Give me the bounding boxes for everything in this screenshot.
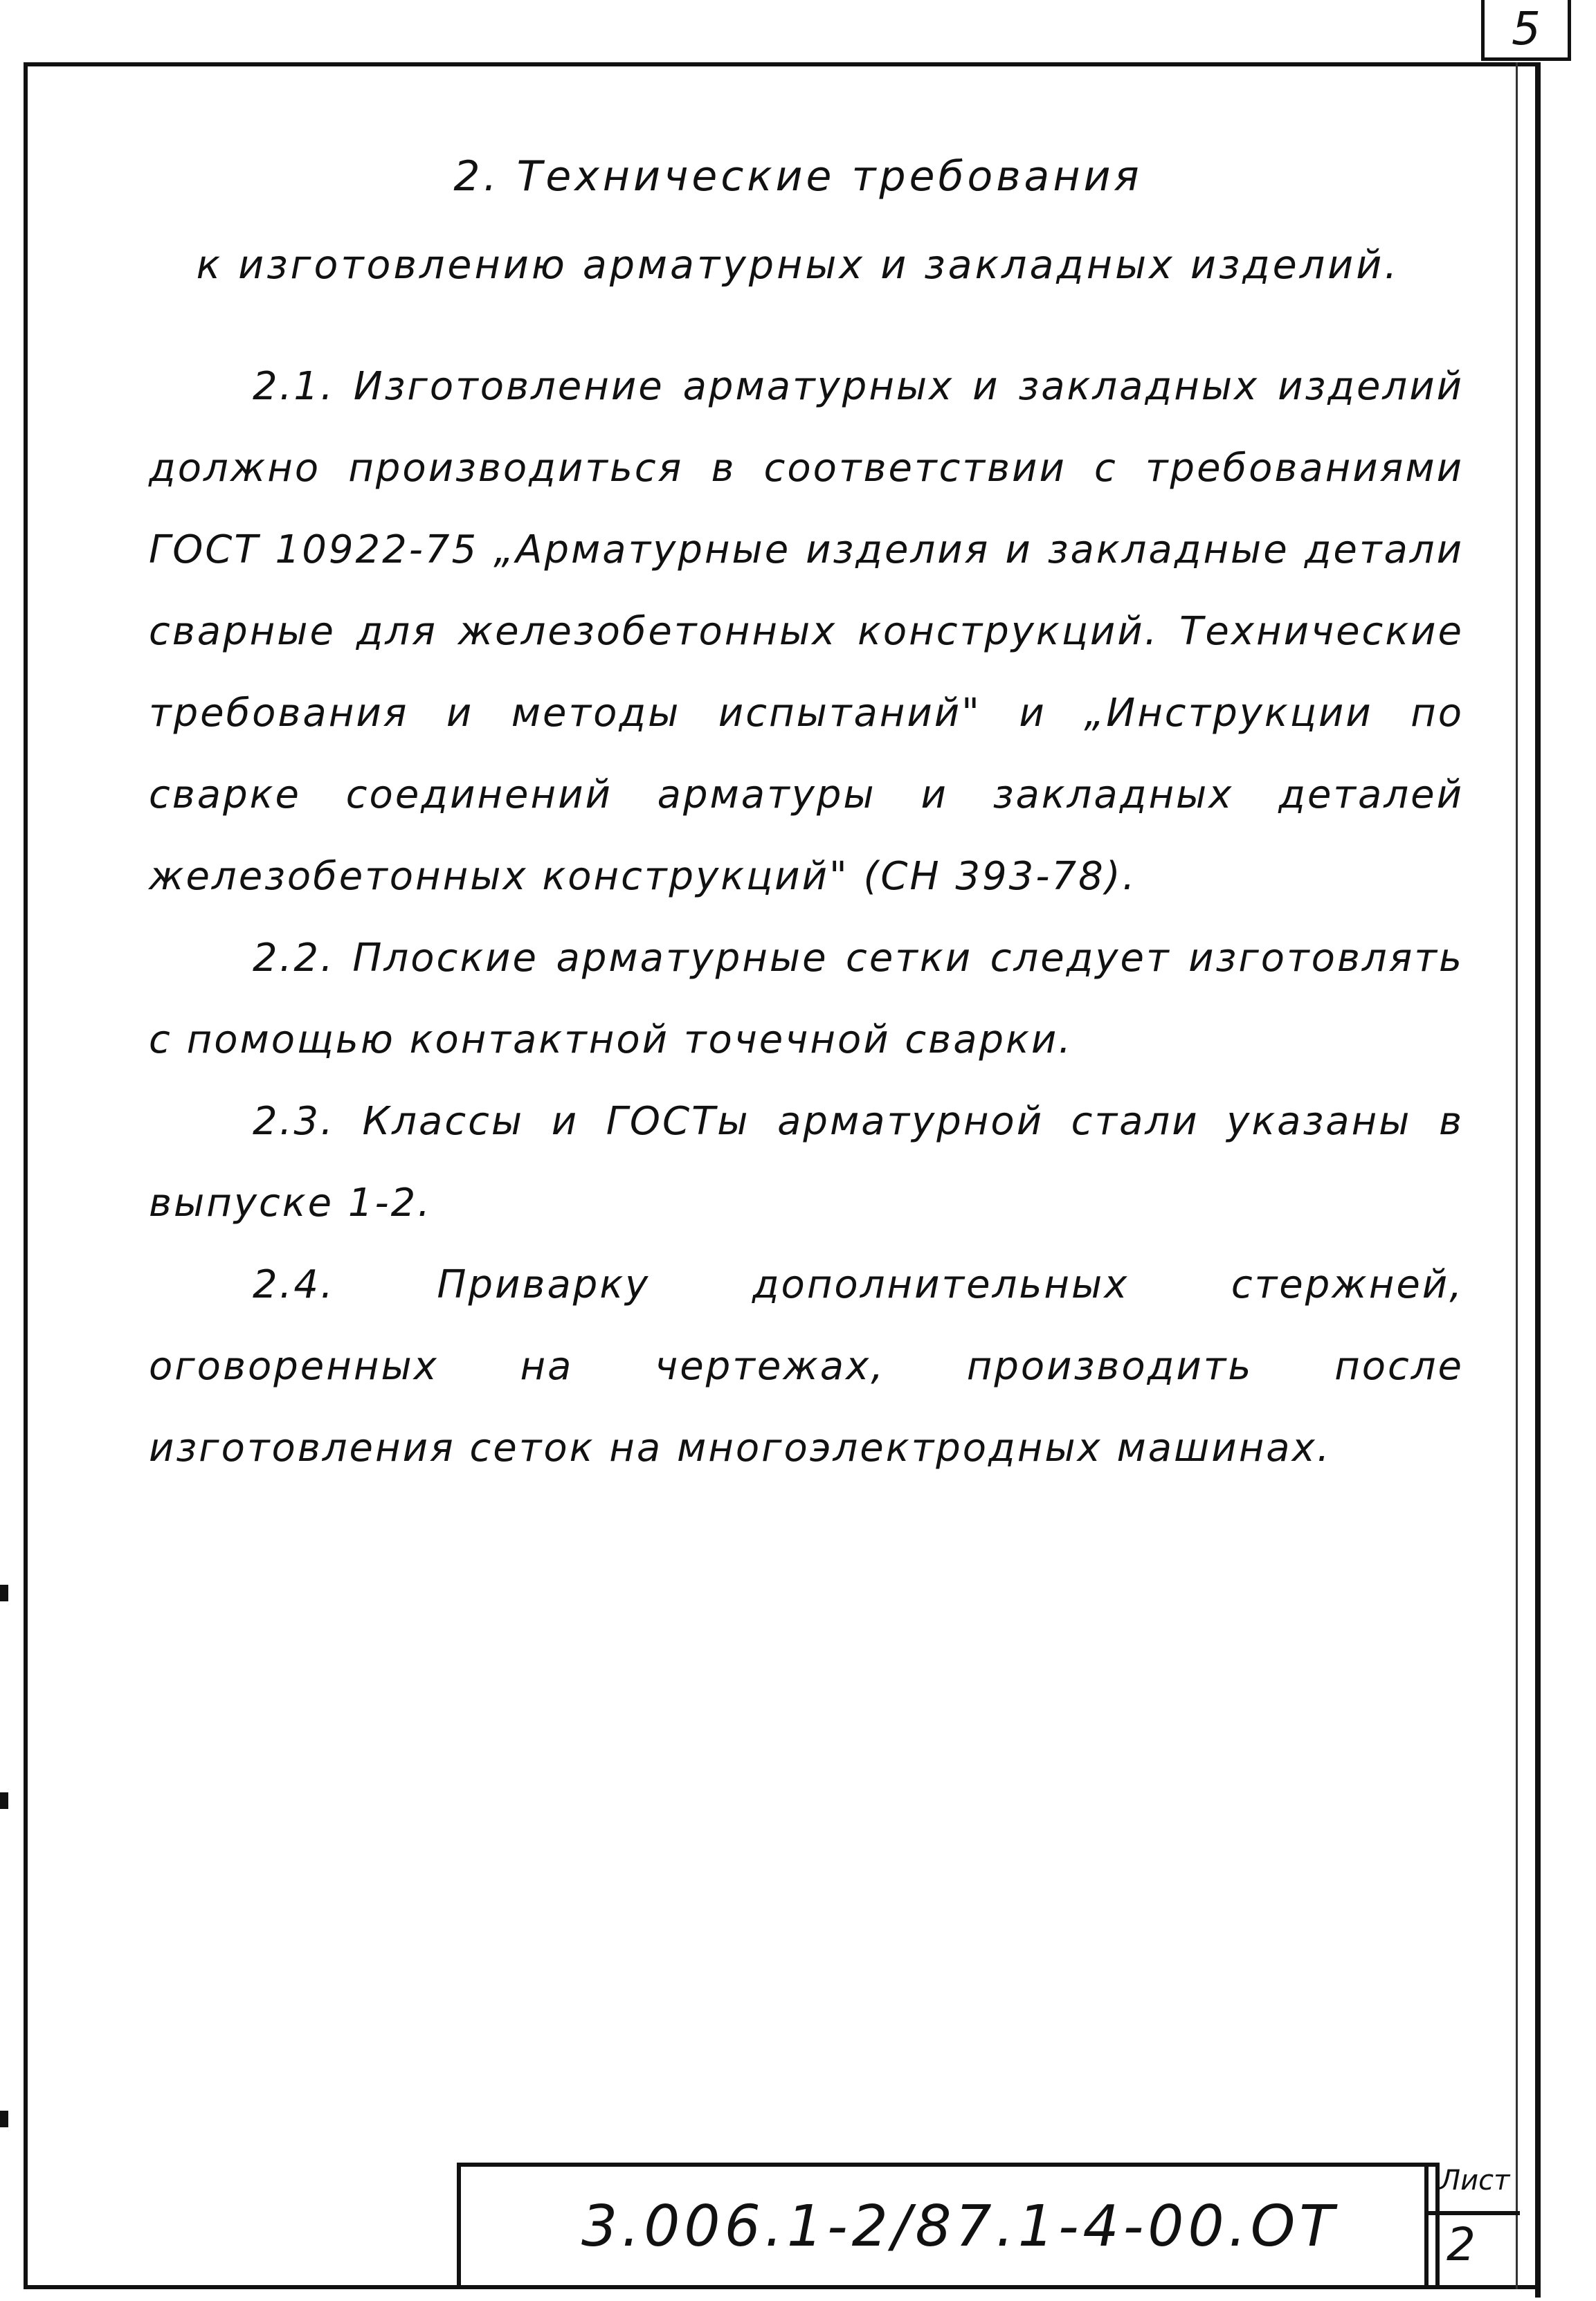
binding-mark — [0, 2111, 8, 2127]
paragraph-2-3: 2.3. Классы и ГОСТы арматурной стали указаны в выпуске 1-2. — [149, 1099, 1464, 1226]
binding-mark — [0, 1585, 8, 1601]
frame-right-rule — [1535, 62, 1541, 2298]
sheet-cell-divider — [1429, 2211, 1520, 2215]
section-subtitle: к изготовлению арматурных и закладных изделий. — [196, 242, 1400, 288]
document-code: 3.006.1-2/87.1-4-00.ОТ — [581, 2194, 1339, 2259]
paragraph-2-4: 2.4. Приварку дополнительных стержней, оговоренных на чертежах, производить после изготовления сеток на многоэлектродных машинах. — [149, 1262, 1464, 1471]
paragraph-2-1: 2.1. Изготовление арматурных и закладных изделий должно производиться в соответствии с требованиями ГОСТ 10922-75 „Арматурные изделия и закладные детали сварные для железобетонных конструкций. Технические требования и методы испытаний" и „Инструкции по сварке соединений арматуры и закладных деталей железобетонных конструкций" (СН 393-78). — [149, 364, 1464, 899]
requirements-body — [149, 346, 1464, 1489]
paragraph-2-2: 2.2. Плоские арматурные сетки следует изготовлять с помощью контактной точечной сварки. — [149, 936, 1464, 1062]
section-title: 2. Технические требования — [453, 152, 1143, 201]
sheet-number: 5 — [1481, 0, 1571, 61]
frame-inner-rule — [1516, 62, 1518, 2289]
sheet-label: Лист — [1440, 2165, 1510, 2197]
binding-mark — [0, 1792, 8, 1809]
sheet-value: 2 — [1447, 2218, 1476, 2271]
